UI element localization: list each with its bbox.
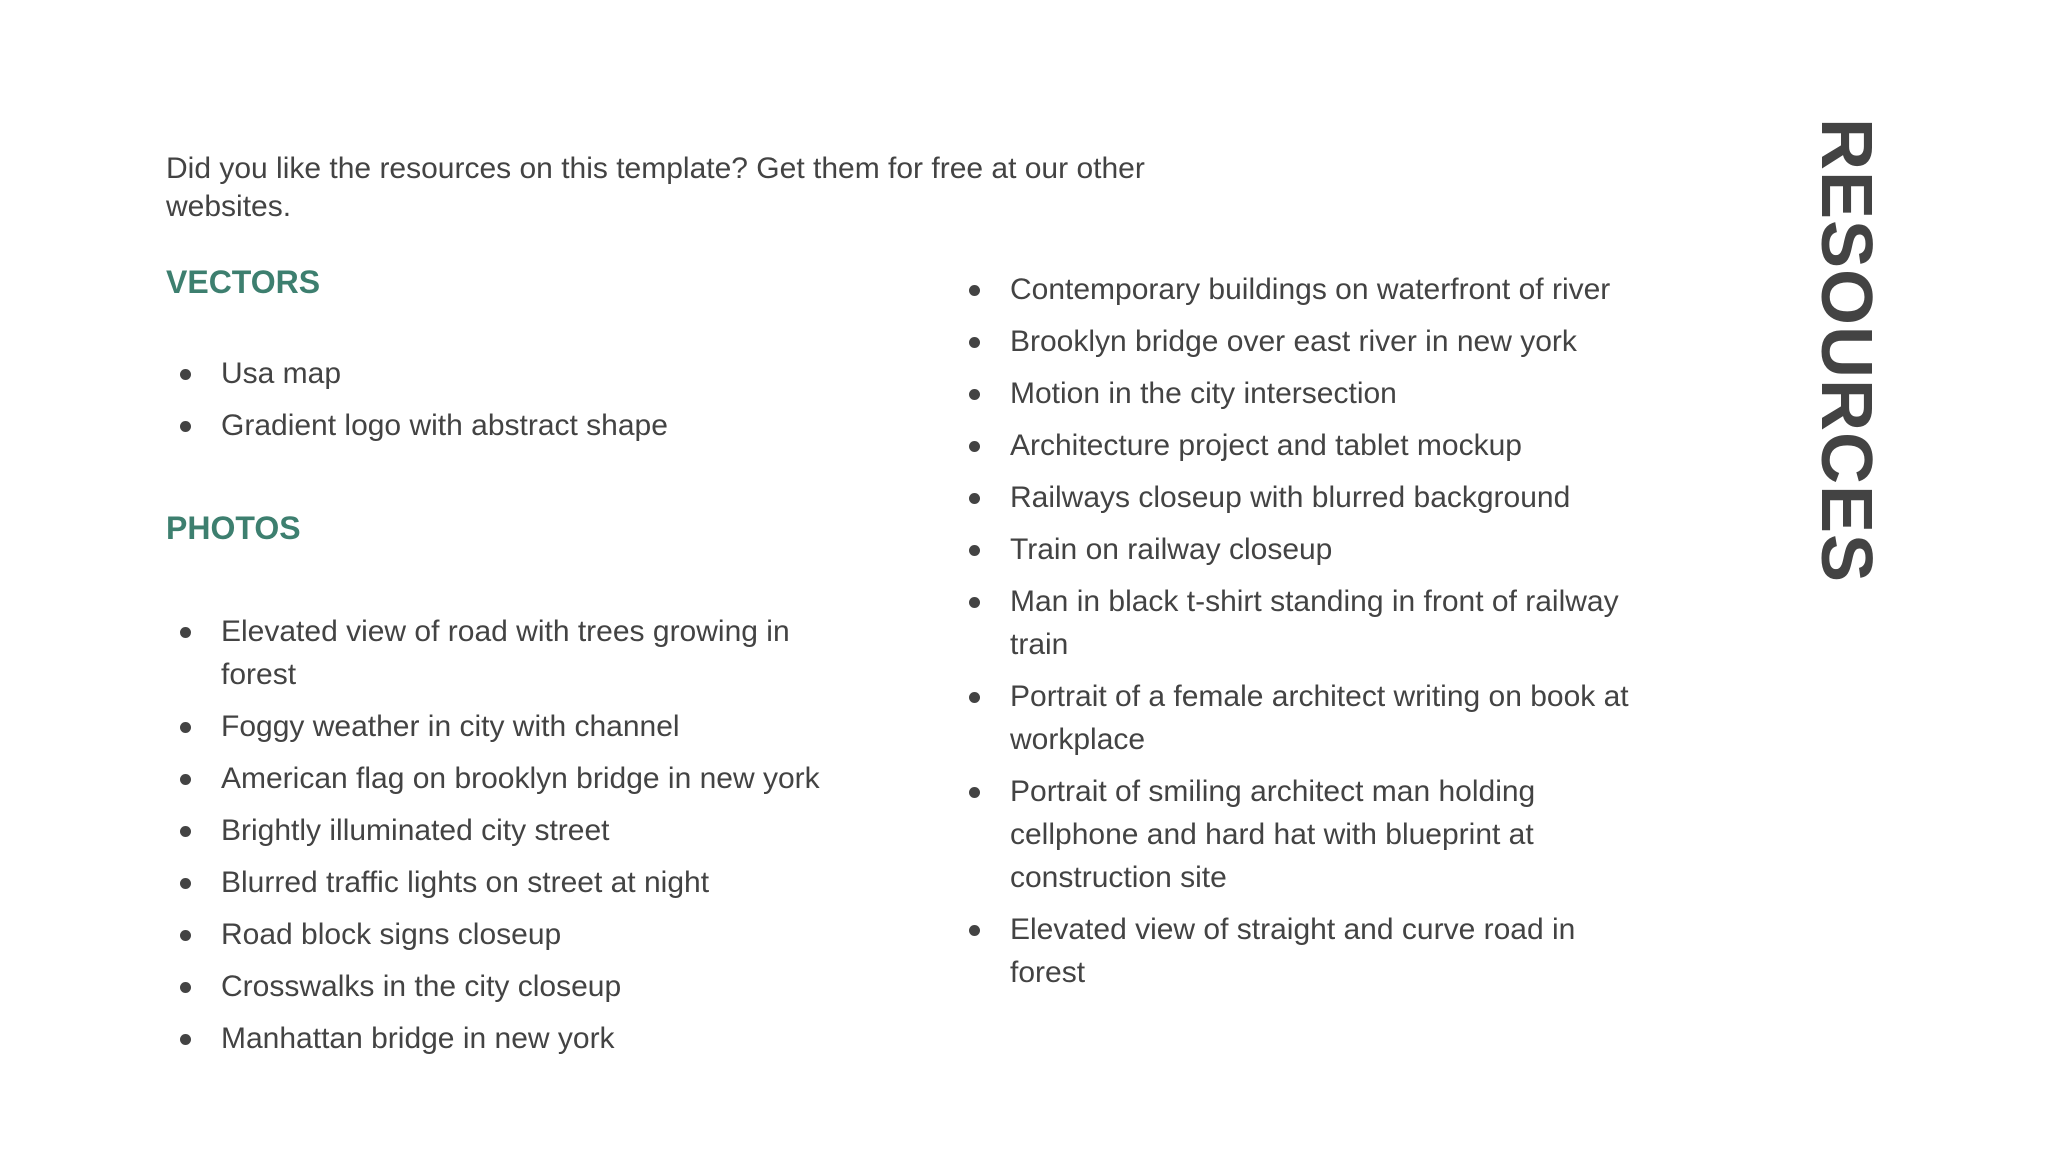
list-item <box>955 770 1635 899</box>
list-item <box>166 1017 846 1060</box>
list-item-text: Man in black t-shirt standing in front of railway train <box>1010 585 1619 661</box>
bullet-icon <box>969 545 980 556</box>
resources-title: RESOURCES <box>1806 118 1886 584</box>
photos-heading: PHOTOS <box>166 510 301 546</box>
list-item-text: Foggy weather in city with channel <box>221 710 680 743</box>
list-item-text: Motion in the city intersection <box>1010 377 1397 410</box>
vectors-list <box>166 352 866 456</box>
bullet-icon <box>969 925 980 936</box>
bullet-icon <box>969 441 980 452</box>
list-item-text: American flag on brooklyn bridge in new york <box>221 762 820 795</box>
list-item-text: Brightly illuminated city street <box>221 814 610 847</box>
list-item-text: Railways closeup with blurred background <box>1010 481 1571 514</box>
bullet-icon <box>969 389 980 400</box>
list-item-text: Crosswalks in the city closeup <box>221 970 622 1003</box>
list-item <box>166 965 846 1008</box>
list-item <box>955 528 1635 571</box>
bullet-icon <box>180 421 191 432</box>
list-item-text: Usa map <box>221 357 342 390</box>
list-item <box>955 476 1635 519</box>
list-item-text: Brooklyn bridge over east river in new york <box>1010 325 1577 358</box>
list-item <box>166 352 866 395</box>
list-item-text: Architecture project and tablet mockup <box>1010 429 1522 462</box>
list-item <box>166 404 866 447</box>
list-item <box>166 705 846 748</box>
list-item-text: Gradient logo with abstract shape <box>221 409 668 442</box>
list-item-text: Elevated view of straight and curve road in forest <box>1010 913 1576 989</box>
bullet-icon <box>180 627 191 638</box>
list-item <box>955 675 1635 761</box>
list-item-text: Elevated view of road with trees growing in forest <box>221 615 790 691</box>
bullet-icon <box>180 930 191 941</box>
list-item-text: Train on railway closeup <box>1010 533 1333 566</box>
list-item <box>166 757 846 800</box>
photos-list-right <box>955 268 1635 1003</box>
bullet-icon <box>969 285 980 296</box>
bullet-icon <box>180 878 191 889</box>
list-item-text: Road block signs closeup <box>221 918 562 951</box>
bullet-icon <box>969 493 980 504</box>
list-item <box>955 424 1635 467</box>
list-item <box>955 268 1635 311</box>
bullet-icon <box>969 597 980 608</box>
list-item-text: Blurred traffic lights on street at night <box>221 866 710 899</box>
list-item <box>166 809 846 852</box>
intro-text: Did you like the resources on this template? Get them for free at our other websites. <box>166 152 1145 223</box>
bullet-icon <box>180 826 191 837</box>
list-item <box>166 610 846 696</box>
list-item <box>955 372 1635 415</box>
list-item <box>955 320 1635 363</box>
list-item-text: Portrait of a female architect writing on book at workplace <box>1010 680 1629 756</box>
bullet-icon <box>969 787 980 798</box>
vectors-heading: VECTORS <box>166 264 321 300</box>
bullet-icon <box>969 337 980 348</box>
bullet-icon <box>969 692 980 703</box>
list-item-text: Portrait of smiling architect man holding cellphone and hard hat with blueprint at construction site <box>1010 775 1536 894</box>
bullet-icon <box>180 774 191 785</box>
bullet-icon <box>180 369 191 380</box>
list-item <box>955 908 1635 994</box>
list-item <box>166 913 846 956</box>
list-item-text: Contemporary buildings on waterfront of river <box>1010 273 1611 306</box>
list-item <box>955 580 1635 666</box>
bullet-icon <box>180 1034 191 1045</box>
bullet-icon <box>180 982 191 993</box>
list-item <box>166 861 846 904</box>
list-item-text: Manhattan bridge in new york <box>221 1022 615 1055</box>
photos-list-left <box>166 610 846 1069</box>
bullet-icon <box>180 722 191 733</box>
